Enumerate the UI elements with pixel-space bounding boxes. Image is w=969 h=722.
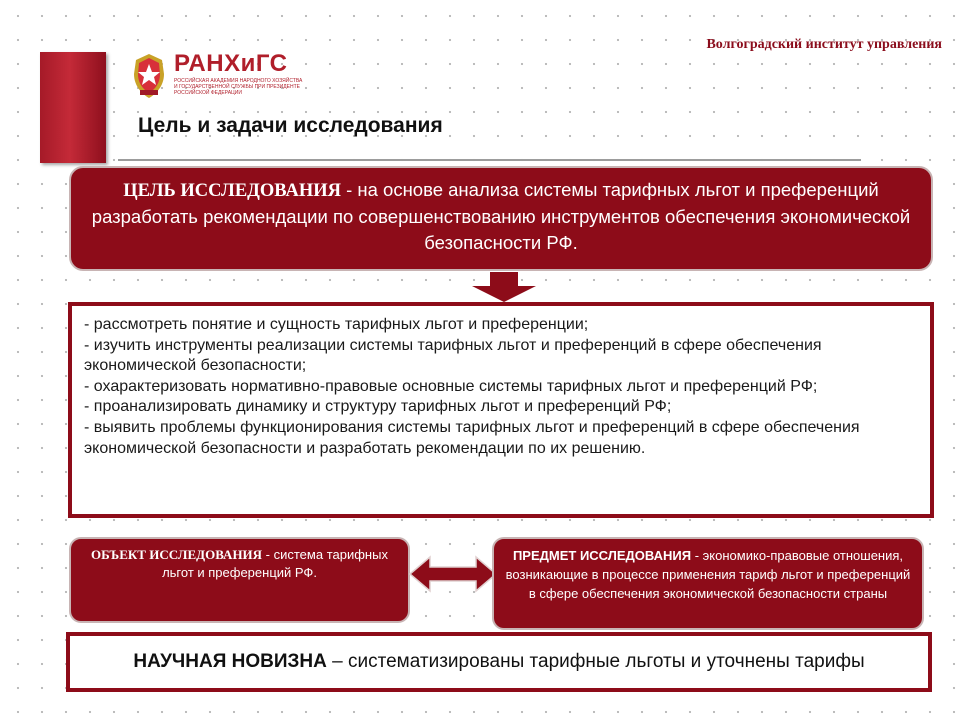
logo-wordmark: РАНХиГС	[174, 50, 288, 77]
tasks-list	[68, 302, 934, 518]
list-item: - выявить проблемы функционирования системы тарифных льгот и преференций в сфере обеспечения экономической безопасности и разработать рекомендации по их решению.	[84, 418, 860, 457]
goal-text: - на основе анализа системы тарифных льгот и преференций разработать рекомендации по совершенствованию инструментов обеспечения экономической безопасности РФ.	[91, 179, 911, 253]
subject-label: ПРЕДМЕТ ИССЛЕДОВАНИЯ	[512, 548, 692, 563]
goal-label: ЦЕЛЬ ИССЛЕДОВАНИЯ	[123, 181, 341, 201]
list-item: - охарактеризовать нормативно-правовые основные системы тарифных льгот и преференций РФ;	[84, 377, 818, 395]
goal-box	[69, 166, 933, 271]
novelty-text: – систематизированы тарифные льготы и уточнены тарифы	[326, 651, 865, 672]
page-title: Цель и задачи исследования	[138, 114, 443, 137]
novelty-box	[66, 632, 932, 692]
decorative-red-panel	[40, 52, 106, 163]
down-arrow-icon	[472, 272, 536, 302]
institute-name: Волгоградский институт управления	[706, 37, 942, 52]
list-item: - проанализировать динамику и структуру тарифных льгот и преференций РФ;	[84, 398, 672, 416]
double-arrow-icon	[408, 555, 498, 593]
title-divider	[118, 159, 861, 161]
object-text: - система тарифных льгот и преференций РФ.	[162, 547, 388, 580]
object-box	[69, 537, 410, 623]
list-item: - изучить инструменты реализации системы тарифных льгот и преференций в сфере обеспечения экономической безопасности;	[84, 336, 822, 375]
crest-icon	[128, 52, 170, 100]
subject-box	[492, 537, 924, 630]
logo-subtitle: РОССИЙСКАЯ АКАДЕМИЯ НАРОДНОГО ХОЗЯЙСТВА И ГОСУДАРСТВЕННОЙ СЛУЖБЫ ПРИ ПРЕЗИДЕНТЕ РОССИЙСКОЙ ФЕДЕРАЦИИ	[174, 78, 303, 96]
object-label: ОБЪЕКТ ИССЛЕДОВАНИЯ	[91, 547, 263, 562]
novelty-label: НАУЧНАЯ НОВИЗНА	[133, 651, 327, 672]
subject-text: - экономико-правовые отношения, возникающие в процессе применения тариф льгот и преференций в сфере обеспечения экономической безопасности страны	[505, 548, 911, 601]
list-item: - рассмотреть понятие и сущность тарифных льгот и преференции;	[84, 316, 589, 333]
ranepa-logo	[128, 50, 303, 100]
